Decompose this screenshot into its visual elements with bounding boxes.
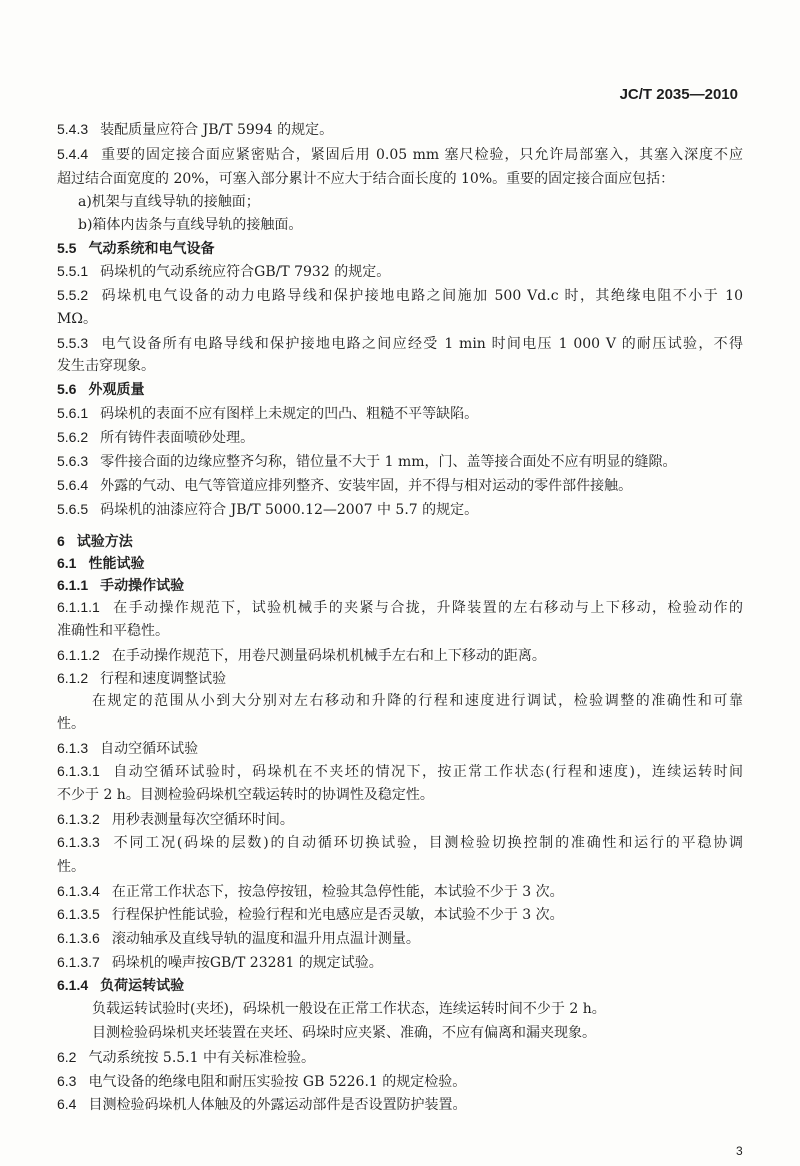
clause-line — [57, 929, 743, 948]
clause-text: 自动空循环试验时，码垛机在不夹坯的情况下，按正常工作状态(行程和速度)，连续运转时间 — [111, 764, 743, 780]
clause-text: 行程和速度调整试验 — [100, 671, 227, 687]
clause-text: 用秒表测量每次空循环时间。 — [111, 812, 294, 828]
clause-text: 发生击穿现象。 — [57, 358, 155, 374]
clause-line — [57, 380, 743, 399]
clause-text: 试验方法 — [76, 534, 133, 550]
clause-text: 目测检验码垛机人体触及的外露运动部件是否设置防护装置。 — [88, 1097, 467, 1113]
clause-text: 码垛机电气设备的动力电路导线和保护接地电路之间施加 500 Vd.c 时，其绝缘电阻不小于 10 — [100, 288, 743, 304]
clause-line — [57, 554, 743, 573]
clause-number: 5.6.2 — [57, 429, 89, 445]
clause-line — [57, 833, 743, 852]
clause-text: 码垛机的气动系统应符合GB/T 7932 的规定。 — [100, 264, 391, 280]
clause-text: 手动操作试验 — [100, 578, 185, 594]
clause-line — [57, 810, 743, 829]
clause-text: 所有铸件表面喷砂处理。 — [100, 430, 255, 446]
clause-line — [57, 145, 743, 164]
clause-number: 6.1.3.7 — [57, 954, 100, 970]
clause-line — [57, 1072, 743, 1091]
text-line — [78, 216, 764, 234]
text-line — [92, 1000, 743, 1018]
clause-text: 在规定的范围从小到大分别对左右移动和升降的行程和速度进行调试，检验调整的准确性和可靠 — [92, 693, 743, 709]
standard-number-header: JC/T 2035—2010 — [619, 86, 738, 103]
clause-line — [57, 120, 743, 139]
clause-number: 6.1.3.4 — [57, 883, 100, 899]
clause-number: 5.6.1 — [57, 405, 89, 421]
clause-line — [57, 532, 743, 551]
clause-line — [57, 1048, 743, 1067]
clause-text: 负载运转试验时(夹坯)，码垛机一般设在正常工作状态，连续运转时间不少于 2 h。 — [92, 1001, 606, 1017]
clause-text: MΩ。 — [57, 311, 97, 327]
clause-text: 不同工况(码垛的层数)的自动循环切换试验，目测检验切换控制的准确性和运行的平稳协调 — [111, 835, 743, 851]
clause-number: 6.1.3.5 — [57, 906, 100, 922]
clause-line — [57, 953, 743, 972]
clause-line — [57, 576, 743, 595]
clause-text: 不少于 2 h。目测检验码垛机空载运转时的协调性及稳定性。 — [57, 787, 434, 803]
clause-number: 6.4 — [57, 1096, 77, 1112]
text-line — [92, 692, 743, 710]
clause-number: 5.5.2 — [57, 287, 89, 303]
clause-number: 6.1.3.2 — [57, 811, 100, 827]
clause-line — [57, 669, 743, 688]
clause-text: 电气设备的绝缘电阻和耐压实验按 GB 5226.1 的规定检验。 — [88, 1074, 467, 1090]
clause-text: 在正常工作状态下，按急停按钮，检验其急停性能，本试验不少于 3 次。 — [111, 884, 564, 900]
clause-line — [57, 762, 743, 781]
text-line — [57, 310, 743, 328]
clause-number: 6.1.1.1 — [57, 599, 100, 615]
clause-text: 负荷运转试验 — [100, 978, 185, 994]
clause-text: 码垛机的噪声按GB/T 23281 的规定试验。 — [111, 955, 383, 971]
clause-number: 6.3 — [57, 1073, 77, 1089]
clause-number: 6.1.1.2 — [57, 647, 100, 663]
clause-number: 5.6 — [57, 381, 77, 397]
clause-number: 5.5 — [57, 240, 77, 256]
text-line — [57, 357, 743, 375]
clause-line — [57, 1095, 743, 1114]
clause-text: a)机架与直线导轨的接触面； — [78, 194, 260, 210]
clause-number: 5.6.4 — [57, 477, 89, 493]
clause-line — [57, 476, 743, 495]
clause-number: 6.1.4 — [57, 977, 89, 993]
clause-number: 6.1.3.1 — [57, 763, 100, 779]
clause-text: 性。 — [57, 716, 85, 732]
clause-line — [57, 334, 743, 353]
clause-line — [57, 262, 743, 281]
clause-line — [57, 404, 743, 423]
clause-text: 性能试验 — [88, 556, 145, 572]
text-line — [78, 193, 764, 211]
text-line — [57, 170, 743, 188]
clause-line — [57, 500, 743, 519]
clause-text: 气动系统和电气设备 — [88, 241, 215, 257]
clause-text: 外观质量 — [88, 382, 145, 398]
clause-line — [57, 739, 743, 758]
clause-number: 6.2 — [57, 1049, 77, 1065]
clause-text: 气动系统按 5.5.1 中有关标准检验。 — [88, 1050, 315, 1066]
clause-line — [57, 598, 743, 617]
clause-line — [57, 239, 743, 258]
clause-number: 6.1.3.3 — [57, 834, 100, 850]
clause-line — [57, 976, 743, 995]
clause-text: 目测检验码垛机夹坯装置在夹坯、码垛时应夹紧、准确，不应有偏离和漏夹现象。 — [92, 1025, 596, 1041]
clause-text: 码垛机的表面不应有图样上未规定的凹凸、粗糙不平等缺陷。 — [100, 406, 479, 422]
clause-text: 电气设备所有电路导线和保护接地电路之间应经受 1 min 时间电压 1 000 V 的耐压试验，不得 — [100, 336, 743, 352]
clause-line — [57, 882, 743, 901]
clause-number: 5.4.4 — [57, 146, 89, 162]
text-line — [57, 858, 743, 876]
clause-text: 重要的固定接合面应紧密贴合，紧固后用 0.05 mm 塞尺检验，只允许局部塞入，其塞入深度不应 — [100, 147, 743, 163]
clause-text: 在手动操作规范下，用卷尺测量码垛机机械手左右和上下移动的距离。 — [111, 648, 546, 664]
text-line — [57, 622, 743, 640]
clause-text: 滚动轴承及直线导轨的温度和温升用点温计测量。 — [111, 931, 420, 947]
clause-text: 准确性和平稳性。 — [57, 623, 169, 639]
clause-number: 5.5.3 — [57, 335, 89, 351]
clause-text: 装配质量应符合 JB/T 5994 的规定。 — [100, 122, 334, 138]
clause-text: b)箱体内齿条与直线导轨的接触面。 — [78, 217, 303, 233]
text-line — [57, 786, 743, 804]
text-line — [92, 1024, 743, 1042]
clause-line — [57, 428, 743, 447]
clause-number: 5.4.3 — [57, 121, 89, 137]
clause-number: 6 — [57, 533, 65, 549]
text-line — [57, 715, 743, 733]
clause-text: 码垛机的油漆应符合 JB/T 5000.12—2007 中 5.7 的规定。 — [100, 502, 479, 518]
clause-text: 零件接合面的边缘应整齐匀称，错位量不大于 1 mm，门、盖等接合面处不应有明显的缝隙。 — [100, 454, 677, 470]
clause-text: 超过结合面宽度的 20%，可塞入部分累计不应大于结合面长度的 10%。重要的固定接合面应包括： — [57, 171, 675, 187]
clause-number: 5.6.5 — [57, 501, 89, 517]
clause-text: 外露的气动、电气等管道应排列整齐、安装牢固，并不得与相对运动的零件部件接触。 — [100, 478, 633, 494]
clause-number: 5.6.3 — [57, 453, 89, 469]
clause-number: 6.1 — [57, 555, 77, 571]
clause-text: 在手动操作规范下，试验机械手的夹紧与合拢，升降装置的左右移动与上下移动，检验动作的 — [111, 600, 743, 616]
clause-text: 行程保护性能试验，检验行程和光电感应是否灵敏，本试验不少于 3 次。 — [111, 907, 564, 923]
clause-number: 5.5.1 — [57, 263, 89, 279]
page-number: 3 — [736, 1144, 743, 1158]
clause-number: 6.1.2 — [57, 670, 89, 686]
clause-text: 性。 — [57, 859, 85, 875]
clause-line — [57, 905, 743, 924]
clause-text: 自动空循环试验 — [100, 741, 199, 757]
clause-line — [57, 646, 743, 665]
clause-line — [57, 286, 743, 305]
clause-number: 6.1.3 — [57, 740, 89, 756]
clause-line — [57, 452, 743, 471]
clause-number: 6.1.1 — [57, 577, 89, 593]
clause-number: 6.1.3.6 — [57, 930, 100, 946]
